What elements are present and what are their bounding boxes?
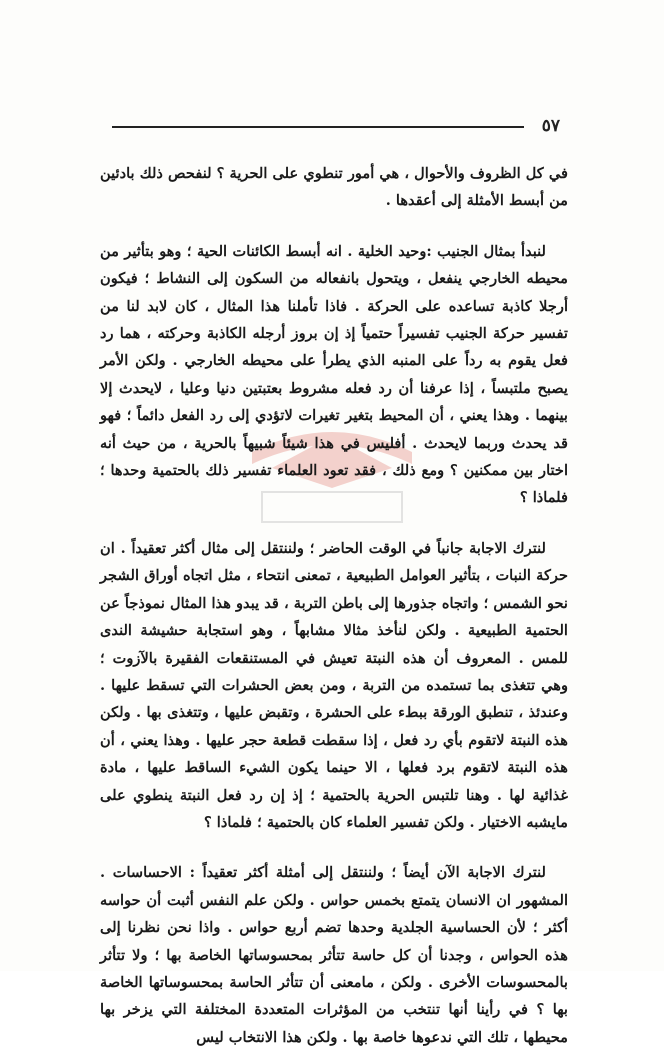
running-head: [112, 116, 560, 138]
paragraph-1: في كل الظروف والأحوال ، هي أمور تنطوي على الحرية ؟ لنفحص ذلك بادئين من أبسط الأمثلة إلى أعقدها .: [100, 165, 568, 210]
header-rule: [112, 126, 524, 128]
paragraph-3: لنترك الاجابة جانباً في الوقت الحاضر ؛ ولننتقل إلى مثال أكثر تعقيداً . ان حركة النبات ، بتأثير العوامل الطبيعية ، تمعنى انتحاء ، مثل اتجاه أوراق الشجر نحو الشمس ؛ واتجاه جذورها إلى باطن التربة ، قد يبدو هذا المثال نموذجاً عن الحتمية الطبيعية . ولكن لنأخذ مثالا مشابهاً ، وهو استجابة حشيشة الندى للمس . المعروف أن هذه النبتة تعيش في المستنقعات الفقيرة بالآزوت ؛ وهي تتغذى بما تستمده من التربة ، ومن بعض الحشرات التي تسقط عليها . وعندئذ ، تنطبق الورقة ببطء على الحشرة ، وتقبض عليها ، وتتغذى بها . ولكن هذه النبتة لاتقوم بأي رد فعل ، إذا سقطت قطعة حجر عليها . وهذا يعني ، أن هذه النبتة لاتقوم برد فعلها ، الا حينما يكون الشيء الساقط عليها ، مادة غذائية لها . وهنا تلتبس الحرية بالحتمية ؛ إذ إن رد فعل النبتة ينطوي على مايشبه الاختيار . ولكن تفسير العلماء كان بالحتمية ؛ فلماذا ؟: [100, 539, 568, 831]
page-number: ٥٧: [541, 116, 560, 136]
paragraph-2: لنبدأ بمثال الجنيب :وحيد الخلية . انه أبسط الكائنات الحية ؛ وهو بتأثير من محيطه الخارجي ينفعل ، ويتحول بانفعاله من السكون إلى النشاط ؛ فيكون أرجلا كاذبة تساعده على الحركة . فاذا تأملنا هذا المثال ، كان لابد لنا من تفسير حركة الجنيب تفسيراً حتمياً إذ إن بروز أرجله الكاذبة وحركته ، هما رد فعل يقوم به رداً على المنبه الذي يطرأ على محيطه الخارجي . ولكن الأمر يصبح ملتبساً ، إذا عرفنا أن رد فعله مشروط بعتبتين دنيا وعليا ، لايحدث إلا بينهما . وهذا يعني ، أن المحيط بتغير تغيرات لاتؤدي إلى رد الفعل دائماً ؛ فهو قد يحدث وربما لايحدث . أفليس في هذا شيئاً شبيهاً بالحرية ، من حيث أنه اختار بين ممكنين ؟ ومع ذلك ، فقد تعود العلماء تفسير ذلك بالحتمية وحدها ؛ فلماذا ؟: [100, 242, 568, 507]
body-text: [100, 160, 568, 1051]
paragraph-4: لنترك الاجابة الآن أيضاً ؛ ولننتقل إلى أمثلة أكثر تعقيداً : الاحساسات . المشهور ان الانسان يتمتع بخمس حواس . ولكن علم النفس أثبت أن حواسه أكثر ؛ لأن الحساسية الجلدية وحدها تضم أربع حواس . واذا نحن نظرنا إلى هذه الحواس ، وجدنا أن كل حاسة تتأثر بمحسوساتها الخاصة بها ؛ ولا تتأثر بالمحسوسات الأخرى . ولكن ، مامعنى أن تتأثر الحاسة بمحسوساتها الخاصة بها ؟ في رأينا أنها تنتخب من المؤثرات المتعددة المختلفة التي يزخر بها محيطها ، تلك التي ندعوها خاصة بها . ولكن هذا الانتخاب ليس: [100, 864, 568, 1046]
